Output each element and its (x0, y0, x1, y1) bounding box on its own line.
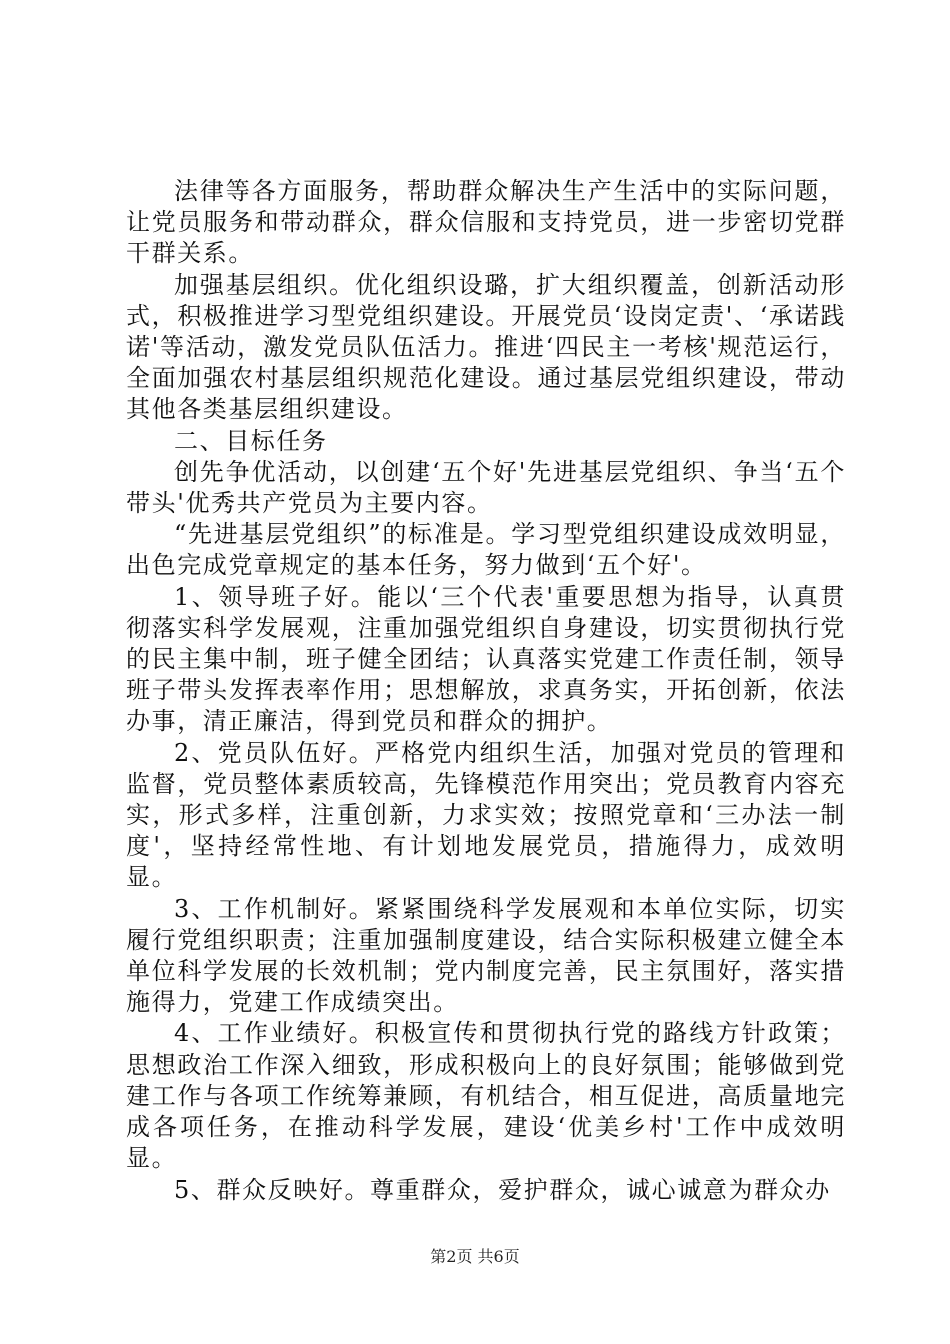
paragraph-standard: “先进基层党组织”的标准是。学习型党组织建设成效明显，出色完成党章规定的基本任务，努力做到‘五个好'。 (126, 520, 846, 580)
list-item-members: 2、党员队伍好。严格党内组织生活，加强对党员的管理和监督，党员整体素质较高，先锋模范作用突出；党员教育内容充实，形式多样，注重创新，力求实效；按照党章和‘三办法一制度'，坚持经常性地、有计划地发展党员，措施得力，成效明显。 (126, 738, 846, 892)
document-body (126, 176, 846, 1206)
paragraph-strengthen-organization: 加强基层组织。优化组织设璐，扩大组织覆盖，创新活动形式，积极推进学习型党组织建设。开展党员‘设岗定责'、‘承诺践诺'等活动，激发党员队伍活力。推进‘四民主一考核'规范运行，全面加强农村基层组织规范化建设。通过基层党组织建设，带动其他各类基层组织建设。 (126, 270, 846, 424)
paragraph-activity-content: 创先争优活动，以创建‘五个好'先进基层党组织、争当‘五个带头'优秀共产党员为主要内容。 (126, 457, 846, 518)
page-footer: 第2页 共6页 (430, 1247, 520, 1266)
list-item-mechanism: 3、工作机制好。紧紧围绕科学发展观和本单位实际，切实履行党组织职责；注重加强制度建设，结合实际积极建立健全本单位科学发展的长效机制；党内制度完善，民主氛围好，落实措施得力，党建工作成绩突出。 (126, 894, 846, 1017)
list-item-performance: 4、工作业绩好。积极宣传和贯彻执行党的路线方针政策；思想政治工作深入细致，形成积极向上的良好氛围；能够做到党建工作与各项工作统筹兼顾，有机结合，相互促进，高质量地完成各项任务，在推动科学发展，建设‘优美乡村'工作中成效明显。 (126, 1019, 846, 1173)
list-item-leadership: 1、领导班子好。能以‘三个代表'重要思想为指导，认真贯彻落实科学发展观，注重加强党组织自身建设，切实贯彻执行党的民主集中制，班子健全团结；认真落实党建工作责任制，领导班子带头发挥表率作用；思想解放，求真务实，开拓创新，依法办事，清正廉洁，得到党员和群众的拥护。 (126, 582, 846, 736)
paragraph-service-continuation: 法律等各方面服务，帮助群众解决生产生活中的实际问题，让党员服务和带动群众，群众信服和支持党员，进一步密切党群干群关系。 (126, 177, 846, 268)
list-item-public-feedback: 5、群众反映好。尊重群众，爱护群众，诚心诚意为群众办 (174, 1175, 831, 1204)
section-heading-goals: 二、目标任务 (174, 426, 328, 455)
